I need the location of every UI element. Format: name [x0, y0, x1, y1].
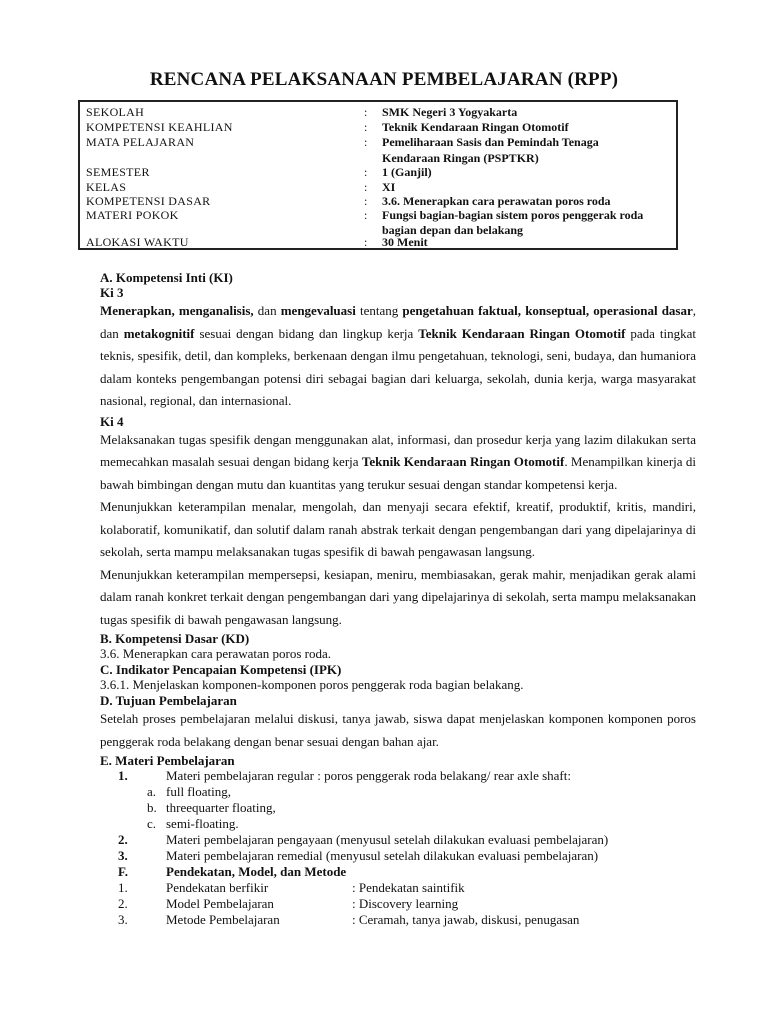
list-label: Model Pembelajaran [166, 896, 274, 911]
section-f-heading-row [100, 864, 696, 880]
page-title: RENCANA PELAKSANAAN PEMBELAJARAN (RPP) [149, 69, 619, 90]
identity-colon: : [364, 194, 368, 208]
identity-value: Pemeliharaan Sasis dan Pemindah Tenaga [382, 135, 599, 149]
list-number: 2. [118, 832, 128, 847]
ki3-paragraph [100, 300, 696, 413]
identity-value: SMK Negeri 3 Yogyakarta [382, 105, 518, 119]
list-text: Materi pembelajaran pengayaan (menyusul setelah dilakukan evaluasi pembelajaran) [166, 832, 609, 847]
subitem-mark: c. [147, 816, 157, 831]
list-number: 1. [118, 880, 128, 895]
list-item [100, 832, 696, 848]
list-item [100, 896, 696, 912]
list-text: Materi pembelajaran regular : poros penggerak roda belakang/ rear axle shaft: [166, 768, 571, 783]
list-number: 3. [118, 848, 128, 863]
identity-value: XI [382, 180, 396, 194]
ki3-text: mengevaluasi [280, 303, 356, 318]
ki3-text: sesuai dengan bidang dan lingkup kerja [194, 325, 419, 341]
list-item [100, 768, 696, 784]
section-d-heading: D. Tujuan Pembelajaran [100, 693, 237, 708]
identity-label: SEKOLAH [86, 105, 145, 119]
ki4-paragraph-2: Menunjukkan keterampilan menalar, mengolah, dan menyaji secara efektif, kreatif, produktif, kritis, mandiri, kolaboratif, komunikatif, dan solutif dalam ranah abstrak terkait dengan pengembangan dari yang dipelajarinya di sekolah, serta mampu melaksanakan tugas spesifik di bawah pengawasan langsung. [100, 499, 696, 559]
section-f-number: F. [118, 864, 128, 879]
list-value: : Pendekatan saintifik [352, 880, 465, 895]
identity-value: 3.6. Menerapkan cara perawatan poros roda [382, 194, 611, 208]
section-f-heading: Pendekatan, Model, dan Metode [166, 864, 347, 879]
section-e-heading: E. Materi Pembelajaran [100, 753, 235, 768]
subitem-text: threequarter floating, [166, 800, 276, 815]
identity-table [78, 100, 678, 250]
identity-row-sekolah [86, 105, 670, 120]
list-item [100, 880, 696, 896]
list-value: : Ceramah, tanya jawab, diskusi, penugasan [352, 912, 580, 927]
identity-value: 30 Menit [382, 235, 428, 249]
identity-label: ALOKASI WAKTU [86, 235, 189, 249]
list-number: 2. [118, 896, 128, 911]
ki4-label: Ki 4 [100, 413, 124, 429]
identity-value-continued: bagian depan dan belakang [382, 223, 524, 237]
identity-label: SEMESTER [86, 165, 150, 179]
identity-label: MATA PELAJARAN [86, 135, 195, 149]
list-value: : Discovery learning [352, 896, 459, 911]
list-label: Metode Pembelajaran [166, 912, 280, 927]
list-item [100, 912, 696, 928]
subitem-mark: a. [147, 784, 157, 799]
ki3-text: pada tingkat teknis, spesifik, detil, dan kompleks, berkenaan dengan ilmu pengetahuan, teknologi, seni, budaya, dan humaniora dalam konteks pengembangan potensi diri sebagai bagian dari keluarga, sekolah, dunia kerja, warga masyarakat nasional, regional, dan internasional. [100, 325, 696, 408]
list-subitem [100, 784, 696, 800]
ki3-text: metakognitif [123, 325, 195, 341]
list-subitem [100, 816, 696, 832]
identity-colon: : [364, 235, 368, 249]
ki4-paragraph-1 [100, 429, 696, 497]
identity-row-kelas [86, 180, 670, 195]
identity-row-mata-pelajaran-cont [86, 151, 670, 166]
identity-row-semester [86, 165, 670, 180]
identity-colon: : [364, 208, 368, 222]
identity-row-mata-pelajaran [86, 135, 670, 150]
identity-value: 1 (Ganjil) [382, 165, 432, 179]
ki3-text: pengetahuan faktual, konseptual, operasional dasar [402, 303, 693, 318]
identity-label: KELAS [86, 180, 127, 194]
identity-colon: : [364, 135, 368, 149]
identity-row-materi-pokok [86, 208, 670, 223]
ki3-text: dan [253, 303, 281, 318]
ki4-paragraph-3: Menunjukkan keterampilan mempersepsi, kesiapan, meniru, membiasakan, gerak mahir, menjadikan gerak alami dalam ranah konkret terkait dengan pengembangan dari yang dipelajarinya di sekolah, serta mampu melaksanakan tugas spesifik di bawah pengawasan langsung. [100, 566, 696, 627]
subitem-text: full floating, [166, 784, 231, 799]
identity-value: Fungsi bagian-bagian sistem poros penggerak roda [382, 208, 644, 222]
list-text: Materi pembelajaran remedial (menyusul setelah dilakukan evaluasi pembelajaran) [166, 848, 599, 863]
identity-label: KOMPETENSI KEAHLIAN [86, 120, 233, 134]
document-body [100, 270, 696, 928]
identity-value: Teknik Kendaraan Ringan Otomotif [382, 120, 569, 134]
identity-colon: : [364, 165, 368, 179]
section-a-heading: A. Kompetensi Inti (KI) [100, 270, 233, 285]
ki4-text: Teknik Kendaraan Ringan Otomotif [361, 454, 565, 469]
identity-row-alokasi-waktu [86, 235, 670, 250]
list-label: Pendekatan berfikir [166, 880, 269, 895]
identity-row-kompetensi-keahlian [86, 120, 670, 135]
ki4-text: Melaksanakan tugas spesifik dengan menggunakan alat, informasi, dan prosedur kerja yang lazim dilakukan serta memecahkan masalah sesuai dengan bidang kerja [100, 431, 696, 469]
list-number: 3. [118, 912, 128, 927]
ki3-text: Teknik Kendaraan Ringan Otomotif [418, 325, 626, 341]
section-c-text: 3.6.1. Menjelaskan komponen-komponen poros penggerak roda bagian belakang. [100, 677, 524, 692]
section-c-heading: C. Indikator Pencapaian Kompetensi (IPK) [100, 662, 342, 677]
identity-colon: : [364, 180, 368, 194]
list-item [100, 848, 696, 864]
identity-label: MATERI POKOK [86, 208, 179, 222]
ki3-text: , dan [100, 303, 697, 341]
identity-value-continued: Kendaraan Ringan (PSPTKR) [382, 151, 539, 165]
section-b-text: 3.6. Menerapkan cara perawatan poros roda. [100, 646, 332, 661]
ki3-label: Ki 3 [100, 285, 124, 300]
list-number: 1. [118, 768, 128, 783]
identity-colon: : [364, 120, 368, 134]
identity-row-kompetensi-dasar [86, 194, 670, 209]
subitem-mark: b. [147, 800, 157, 815]
subitem-text: semi-floating. [166, 816, 239, 831]
section-d-text: Setelah proses pembelajaran melalui diskusi, tanya jawab, siswa dapat menjelaskan komponen komponen poros penggerak roda belakang dengan benar sesuai dengan bahan ajar. [100, 711, 696, 749]
ki3-text: tentang [355, 303, 403, 318]
list-subitem [100, 800, 696, 816]
identity-label: KOMPETENSI DASAR [86, 194, 211, 208]
ki4-text: . Menampilkan kinerja di bawah bimbingan dengan mutu dan kuantitas yang terukur sesuai dengan standar kompetensi kerja. [100, 454, 696, 492]
ki3-text: Menerapkan, menganalisis, [100, 303, 254, 318]
section-b-heading: B. Kompetensi Dasar (KD) [100, 631, 250, 646]
identity-colon: : [364, 105, 368, 119]
